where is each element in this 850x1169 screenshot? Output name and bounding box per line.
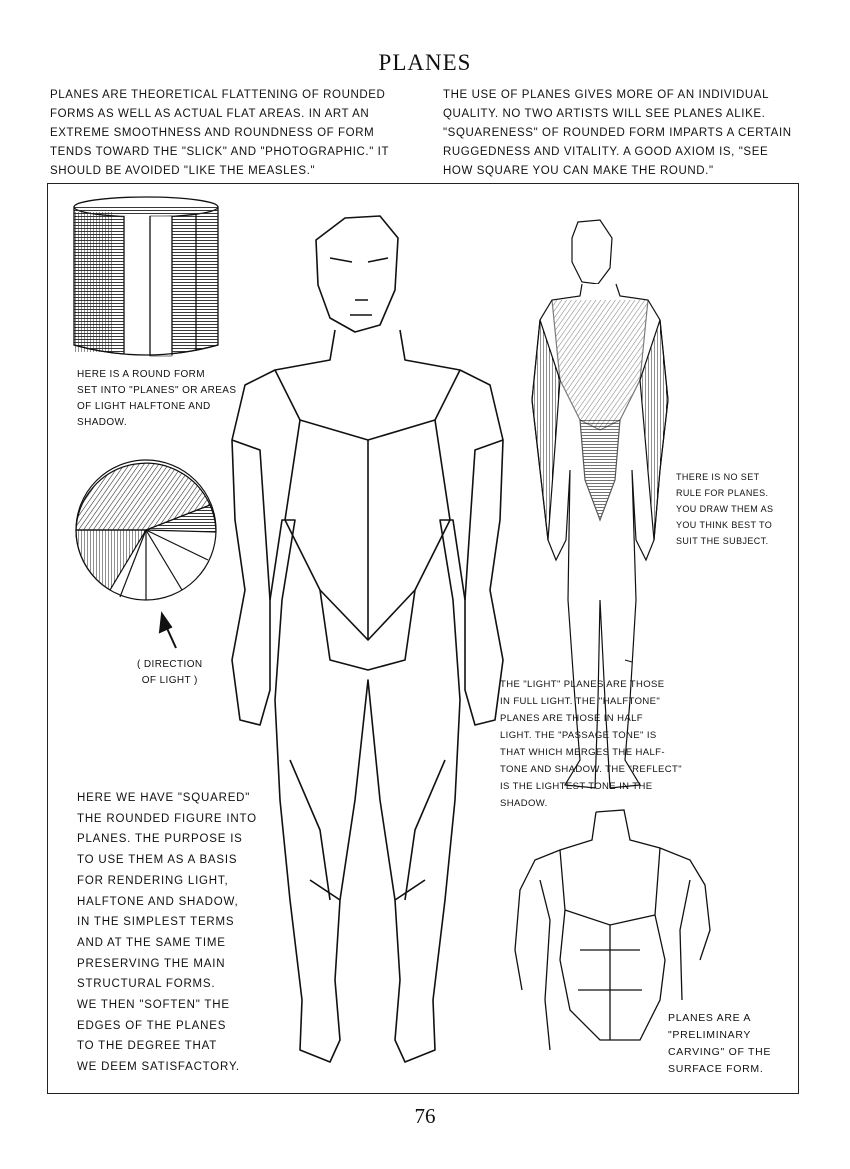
caption-line: OF LIGHT HALFTONE AND bbox=[77, 401, 211, 412]
page-title: PLANES bbox=[378, 50, 472, 75]
caption-line: PLANES ARE A bbox=[668, 1012, 752, 1024]
caption-line: RULE FOR PLANES. bbox=[676, 488, 769, 498]
intro-left-line: SHOULD BE AVOIDED "LIKE THE MEASLES." bbox=[50, 165, 316, 177]
caption-line: SHADOW. bbox=[500, 798, 548, 809]
caption-line: HERE IS A ROUND FORM bbox=[77, 369, 206, 380]
intro-left-line: FORMS AS WELL AS ACTUAL FLAT AREAS. IN ART AN bbox=[50, 108, 370, 120]
caption-line: YOU THINK BEST TO bbox=[676, 520, 773, 530]
intro-left-line: PLANES ARE THEORETICAL FLATTENING OF ROUNDED bbox=[50, 89, 386, 101]
caption-line: WE THEN "SOFTEN" THE bbox=[77, 999, 230, 1012]
cylinder-drawing bbox=[74, 197, 218, 356]
caption-line: ( DIRECTION bbox=[137, 659, 203, 670]
caption-light-direction bbox=[137, 657, 203, 689]
caption-line: OF LIGHT ) bbox=[141, 675, 198, 686]
caption-line: HALFTONE AND SHADOW, bbox=[77, 895, 239, 908]
caption-line: AND AT THE SAME TIME bbox=[77, 936, 226, 949]
caption-line: "PRELIMINARY bbox=[668, 1029, 752, 1041]
caption-line: FOR RENDERING LIGHT, bbox=[77, 874, 229, 887]
caption-line: IS THE LIGHTEST TONE IN THE bbox=[500, 781, 653, 792]
caption-line: TO USE THEM AS A BASIS bbox=[77, 854, 238, 867]
caption-line: THERE IS NO SET bbox=[676, 472, 760, 482]
caption-cylinder bbox=[77, 367, 236, 431]
caption-line: YOU DRAW THEM AS bbox=[676, 504, 774, 514]
page-number: 76 bbox=[414, 1104, 436, 1128]
caption-line: IN THE SIMPLEST TERMS bbox=[77, 916, 235, 929]
intro-right-line: THE USE OF PLANES GIVES MORE OF AN INDIVIDUAL bbox=[443, 89, 770, 101]
caption-no-rule bbox=[676, 469, 773, 549]
caption-line: SET INTO "PLANES" OR AREAS bbox=[77, 385, 237, 396]
sphere-drawing bbox=[76, 460, 216, 600]
caption-line: IN FULL LIGHT. THE "HALFTONE" bbox=[500, 696, 661, 707]
caption-line: PLANES. THE PURPOSE IS bbox=[77, 833, 243, 846]
caption-line: HERE WE HAVE "SQUARED" bbox=[77, 792, 251, 804]
caption-line: TONE AND SHADOW. THE "REFLECT" bbox=[500, 764, 683, 775]
caption-line: TO THE DEGREE THAT bbox=[77, 1040, 218, 1053]
caption-line: CARVING" OF THE bbox=[668, 1046, 772, 1058]
intro-left-line: EXTREME SMOOTHNESS AND ROUNDNESS OF FORM bbox=[50, 127, 375, 139]
caption-line: THE ROUNDED FIGURE INTO bbox=[77, 812, 257, 825]
caption-squared-figure bbox=[77, 788, 257, 1078]
intro-left-line: TENDS TOWARD THE "SLICK" AND "PHOTOGRAPHIC." IT bbox=[50, 146, 390, 158]
caption-line: PRESERVING THE MAIN bbox=[77, 957, 226, 970]
intro-right-line: "SQUARENESS" OF ROUNDED FORM IMPARTS A CERTAIN bbox=[443, 127, 792, 139]
caption-line: SUIT THE SUBJECT. bbox=[676, 536, 769, 546]
intro-right-line: RUGGEDNESS AND VITALITY. A GOOD AXIOM IS, "SEE bbox=[443, 146, 769, 158]
caption-line: SURFACE FORM. bbox=[668, 1063, 764, 1075]
caption-line: EDGES OF THE PLANES bbox=[77, 1019, 227, 1032]
caption-line: WE DEEM SATISFACTORY. bbox=[77, 1061, 240, 1074]
caption-carving bbox=[668, 1010, 771, 1078]
caption-line: THE "LIGHT" PLANES ARE THOSE bbox=[500, 679, 665, 690]
caption-line: SHADOW. bbox=[77, 417, 128, 428]
intro-right-line: HOW SQUARE YOU CAN MAKE THE ROUND." bbox=[443, 165, 714, 177]
caption-light-planes bbox=[500, 676, 682, 812]
caption-line: THAT WHICH MERGES THE HALF- bbox=[500, 747, 665, 758]
caption-line: STRUCTURAL FORMS. bbox=[77, 978, 216, 991]
intro-right-line: QUALITY. NO TWO ARTISTS WILL SEE PLANES ALIKE. bbox=[443, 108, 766, 120]
caption-line: PLANES ARE THOSE IN HALF bbox=[500, 713, 643, 724]
squared-figure-drawing bbox=[232, 216, 503, 1062]
light-direction-arrow bbox=[160, 614, 176, 648]
caption-line: LIGHT. THE "PASSAGE TONE" IS bbox=[500, 730, 657, 741]
